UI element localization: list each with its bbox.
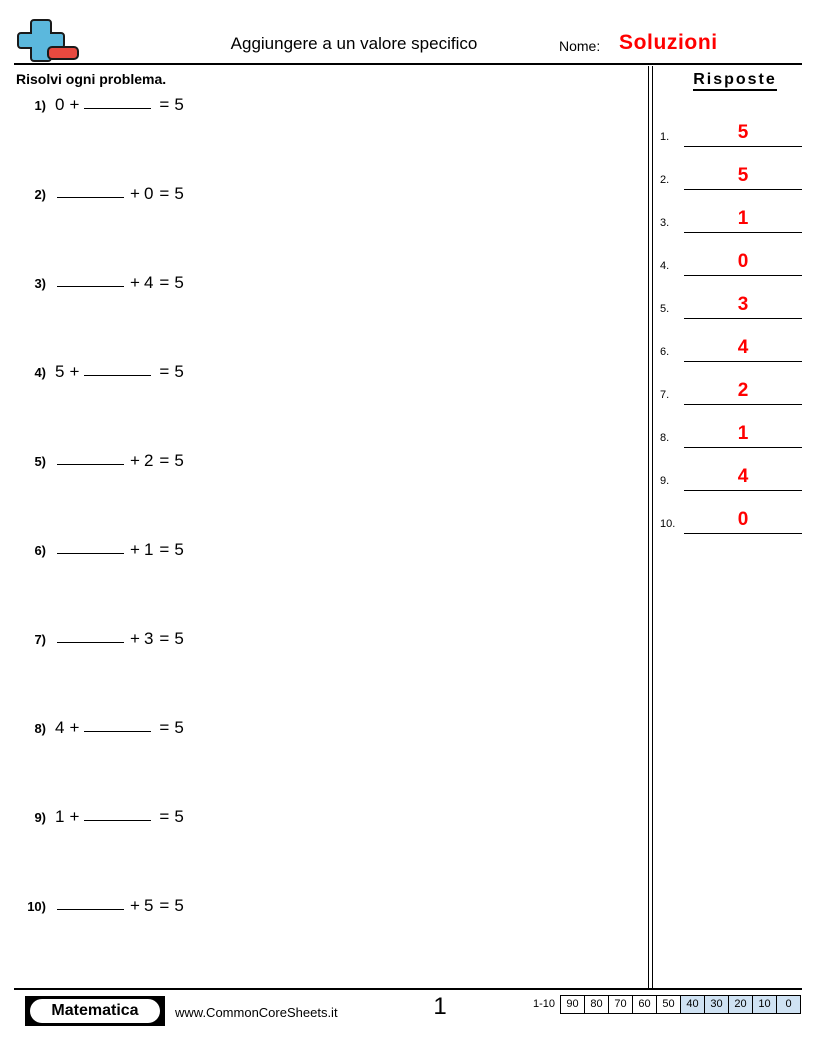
- operator-equals: =: [159, 540, 170, 559]
- answers-heading: [660, 70, 810, 90]
- operator-equals: =: [159, 184, 170, 203]
- answer-blank[interactable]: [84, 375, 151, 376]
- problem-row: [14, 94, 184, 116]
- score-scale-cell[interactable]: 90: [561, 996, 585, 1013]
- problem-item: [14, 361, 634, 450]
- operator-plus: +: [69, 362, 80, 381]
- answer-key-row: [660, 362, 808, 405]
- subject-badge: [25, 996, 165, 1026]
- operator-equals: =: [159, 718, 170, 737]
- operator-plus: +: [130, 896, 140, 915]
- answer-key-value: 3: [737, 294, 749, 315]
- problem-number: 1): [34, 98, 46, 113]
- problem-row: [14, 895, 184, 917]
- addend-right: 5: [143, 896, 154, 915]
- problem-expression: [55, 450, 184, 472]
- problem-expression: [55, 539, 184, 561]
- answer-key-row: [660, 276, 808, 319]
- answer-key-line[interactable]: [684, 292, 802, 319]
- page-number: 1: [433, 993, 447, 1020]
- answers-heading-label: Risposte: [693, 71, 777, 91]
- problem-item: [14, 806, 634, 895]
- answer-blank[interactable]: [57, 286, 124, 287]
- problem-total: 5: [174, 540, 184, 559]
- problem-expression: [55, 94, 184, 116]
- answer-key-index: 7.: [660, 389, 670, 401]
- problem-expression: [55, 806, 184, 828]
- problem-row: [14, 450, 184, 472]
- operator-equals: =: [159, 273, 170, 292]
- operator-plus: +: [69, 807, 80, 826]
- addend-right: 0: [143, 184, 154, 203]
- answer-key-index: 2.: [660, 174, 670, 186]
- answer-key-value: 5: [737, 122, 749, 143]
- problem-expression: [55, 361, 184, 383]
- addend-right: 3: [143, 629, 154, 648]
- operator-plus: +: [130, 451, 140, 470]
- answer-blank[interactable]: [57, 197, 124, 198]
- answer-key-list: [660, 104, 808, 534]
- problem-number: 5): [34, 454, 46, 469]
- operator-equals: =: [159, 807, 170, 826]
- column-divider-line-left: [648, 66, 649, 988]
- answer-blank[interactable]: [84, 820, 151, 821]
- operator-plus: +: [130, 273, 140, 292]
- answer-blank[interactable]: [57, 464, 124, 465]
- problem-item: [14, 628, 634, 717]
- operator-equals: =: [159, 362, 170, 381]
- answer-key-row: [660, 319, 808, 362]
- problems-list: [14, 94, 634, 984]
- answer-key-index: 3.: [660, 217, 670, 229]
- operator-plus: +: [69, 718, 80, 737]
- subject-badge-label: Matematica: [30, 999, 160, 1023]
- answer-key-value: 5: [737, 165, 749, 186]
- score-scale-cell[interactable]: 20: [729, 996, 753, 1013]
- header-divider-rule: [14, 63, 802, 65]
- problem-total: 5: [174, 184, 184, 203]
- problem-number: 9): [34, 810, 46, 825]
- answer-key-line[interactable]: [684, 249, 802, 276]
- score-scale: [533, 995, 801, 1014]
- instruction-text: Risolvi ogni problema.: [16, 71, 167, 87]
- problem-row: [14, 806, 184, 828]
- name-label: Nome:: [559, 38, 601, 54]
- answer-key-value: 1: [737, 423, 749, 444]
- problem-expression: [55, 272, 184, 294]
- answer-key-line[interactable]: [684, 421, 802, 448]
- problem-number: 4): [34, 365, 46, 380]
- answer-key-line[interactable]: [684, 120, 802, 147]
- answer-blank[interactable]: [84, 731, 151, 732]
- answer-blank[interactable]: [57, 553, 124, 554]
- problem-number: 7): [34, 632, 46, 647]
- operator-equals: =: [159, 629, 170, 648]
- problem-total: 5: [174, 896, 184, 915]
- answer-key-value: 0: [737, 251, 749, 272]
- answer-blank[interactable]: [57, 909, 124, 910]
- problem-total: 5: [174, 362, 184, 381]
- answer-key-value: 4: [737, 466, 749, 487]
- score-scale-cell[interactable]: 80: [585, 996, 609, 1013]
- answer-key-index: 1.: [660, 131, 670, 143]
- addend-right: 2: [143, 451, 154, 470]
- answer-key-row: [660, 448, 808, 491]
- page-title: Aggiungere a un valore specifico: [230, 34, 478, 53]
- column-divider-line-right: [652, 66, 653, 988]
- problem-row: [14, 539, 184, 561]
- answer-key-index: 9.: [660, 475, 670, 487]
- score-scale-cell[interactable]: 50: [657, 996, 681, 1013]
- answer-key-line[interactable]: [684, 464, 802, 491]
- problem-item: [14, 94, 634, 183]
- score-scale-cell[interactable]: 40: [681, 996, 705, 1013]
- answer-blank[interactable]: [84, 108, 151, 109]
- problem-total: 5: [174, 273, 184, 292]
- plus-block-logo-icon: [14, 16, 92, 62]
- score-scale-cells: [560, 995, 801, 1014]
- problem-row: [14, 272, 184, 294]
- answer-key-row: [660, 405, 808, 448]
- problem-total: 5: [174, 95, 184, 114]
- answer-key-row: [660, 190, 808, 233]
- problem-total: 5: [174, 718, 184, 737]
- problem-expression: [55, 628, 184, 650]
- answer-key-value: 1: [737, 208, 749, 229]
- answer-key-line[interactable]: [684, 206, 802, 233]
- answer-key-row: [660, 104, 808, 147]
- problem-item: [14, 183, 634, 272]
- site-url: www.CommonCoreSheets.it: [175, 1005, 338, 1020]
- footer-divider-rule: [14, 988, 802, 990]
- problem-number: 6): [34, 543, 46, 558]
- answer-key-value: 0: [737, 509, 749, 530]
- addend-left: 1: [55, 807, 65, 826]
- operator-plus: +: [130, 629, 140, 648]
- addend-left: 5: [55, 362, 65, 381]
- column-divider: [648, 66, 653, 988]
- answer-key-index: 4.: [660, 260, 670, 272]
- problem-number: 10): [27, 899, 46, 914]
- operator-plus: +: [130, 184, 140, 203]
- problem-item: [14, 717, 634, 806]
- score-scale-cell[interactable]: 30: [705, 996, 729, 1013]
- problem-row: [14, 628, 184, 650]
- problem-expression: [55, 183, 184, 205]
- answer-key-index: 8.: [660, 432, 670, 444]
- problem-row: [14, 361, 184, 383]
- operator-equals: =: [159, 896, 170, 915]
- operator-plus: +: [69, 95, 80, 114]
- problem-row: [14, 183, 184, 205]
- score-scale-cell[interactable]: 70: [609, 996, 633, 1013]
- problem-item: [14, 272, 634, 361]
- addend-right: 4: [143, 273, 154, 292]
- problem-expression: [55, 717, 184, 739]
- answer-key-line[interactable]: [684, 507, 802, 534]
- answer-key-value: 2: [737, 380, 749, 401]
- answer-key-line[interactable]: [684, 163, 802, 190]
- problem-total: 5: [174, 807, 184, 826]
- page-header: [14, 14, 802, 64]
- answer-key-row: [660, 233, 808, 276]
- addend-right: 1: [143, 540, 154, 559]
- answer-blank[interactable]: [57, 642, 124, 643]
- answer-key-line[interactable]: [684, 335, 802, 362]
- problem-total: 5: [174, 451, 184, 470]
- operator-plus: +: [130, 540, 140, 559]
- answer-key-index: 6.: [660, 346, 670, 358]
- problem-item: [14, 539, 634, 628]
- problem-expression: [55, 895, 184, 917]
- problem-number: 8): [34, 721, 46, 736]
- problem-number: 3): [34, 276, 46, 291]
- problem-total: 5: [174, 629, 184, 648]
- answer-key-index: 5.: [660, 303, 670, 315]
- answer-key-index: 10.: [660, 518, 676, 530]
- addend-left: 4: [55, 718, 65, 737]
- problem-number: 2): [34, 187, 46, 202]
- operator-equals: =: [159, 451, 170, 470]
- problem-row: [14, 717, 184, 739]
- answer-key-value: 4: [737, 337, 749, 358]
- problem-item: [14, 895, 634, 984]
- score-scale-cell[interactable]: 0: [777, 996, 800, 1013]
- score-scale-label: 1-10: [533, 998, 556, 1010]
- addend-left: 0: [55, 95, 65, 114]
- score-scale-cell[interactable]: 60: [633, 996, 657, 1013]
- answer-key-row: [660, 491, 808, 534]
- answer-key-line[interactable]: [684, 378, 802, 405]
- score-scale-cell[interactable]: 10: [753, 996, 777, 1013]
- problem-item: [14, 450, 634, 539]
- answer-key-row: [660, 147, 808, 190]
- name-value: Soluzioni: [619, 31, 718, 54]
- operator-equals: =: [159, 95, 170, 114]
